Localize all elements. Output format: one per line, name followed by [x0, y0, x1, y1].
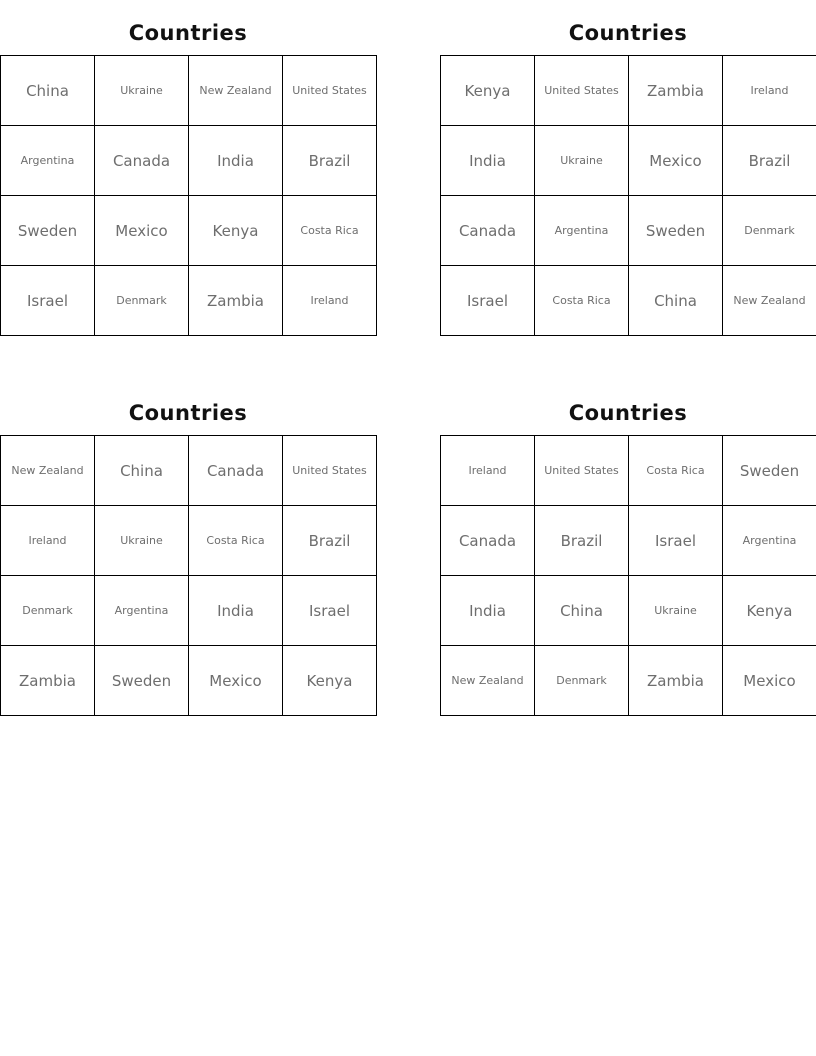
- bingo-cell: China: [629, 266, 723, 336]
- bingo-grid: [0, 55, 377, 336]
- card-title: Countries: [128, 401, 248, 425]
- bingo-cell: Brazil: [535, 506, 629, 576]
- bingo-grid: [0, 435, 377, 716]
- bingo-cell: India: [189, 576, 283, 646]
- card-title: Countries: [568, 401, 688, 425]
- bingo-cell: Sweden: [723, 436, 816, 506]
- table-row: [441, 646, 816, 716]
- table-row: [441, 126, 816, 196]
- bingo-cell: Argentina: [95, 576, 189, 646]
- bingo-cell: Sweden: [629, 196, 723, 266]
- bingo-cell: Canada: [441, 506, 535, 576]
- bingo-cell: United States: [283, 436, 377, 506]
- bingo-cell: Costa Rica: [189, 506, 283, 576]
- bingo-cell: Kenya: [441, 56, 535, 126]
- bingo-cell: Sweden: [95, 646, 189, 716]
- bingo-cell: Kenya: [723, 576, 816, 646]
- bingo-cell: India: [441, 126, 535, 196]
- bingo-cell: Sweden: [1, 196, 95, 266]
- table-row: [441, 196, 816, 266]
- bingo-cell: Ukraine: [535, 126, 629, 196]
- bingo-cell: Ireland: [283, 266, 377, 336]
- table-row: [1, 576, 377, 646]
- bingo-card-bottom-right: [440, 395, 816, 716]
- bingo-cell: Costa Rica: [629, 436, 723, 506]
- bingo-cell: Canada: [441, 196, 535, 266]
- bingo-cell: New Zealand: [441, 646, 535, 716]
- bingo-cell: Mexico: [629, 126, 723, 196]
- bingo-cell: Brazil: [283, 506, 377, 576]
- bingo-cell: Costa Rica: [283, 196, 377, 266]
- bingo-cell: Argentina: [1, 126, 95, 196]
- table-row: [441, 506, 816, 576]
- bingo-cell: India: [189, 126, 283, 196]
- bingo-grid: [440, 435, 816, 716]
- table-row: [1, 126, 377, 196]
- bingo-cell: Ukraine: [629, 576, 723, 646]
- bingo-cell: Brazil: [283, 126, 377, 196]
- bingo-cell: Kenya: [283, 646, 377, 716]
- bingo-cell: Kenya: [189, 196, 283, 266]
- table-row: [441, 266, 816, 336]
- table-row: [1, 196, 377, 266]
- bingo-cell: United States: [535, 436, 629, 506]
- bingo-cell: New Zealand: [189, 56, 283, 126]
- bingo-cell: Ireland: [723, 56, 816, 126]
- bingo-cell: Ukraine: [95, 506, 189, 576]
- bingo-cell: China: [535, 576, 629, 646]
- bingo-cell: Zambia: [629, 646, 723, 716]
- bingo-cell: Argentina: [535, 196, 629, 266]
- bingo-cell: Israel: [629, 506, 723, 576]
- bingo-cell: United States: [283, 56, 377, 126]
- table-row: [1, 646, 377, 716]
- bingo-cell: China: [1, 56, 95, 126]
- bingo-card-top-left: [0, 15, 376, 336]
- bingo-grid: [440, 55, 816, 336]
- bingo-cell: Brazil: [723, 126, 816, 196]
- bingo-cell: Argentina: [723, 506, 816, 576]
- bingo-cell: Denmark: [535, 646, 629, 716]
- bingo-cell: United States: [535, 56, 629, 126]
- bingo-cell: New Zealand: [1, 436, 95, 506]
- card-title: Countries: [568, 21, 688, 45]
- bingo-cell: Denmark: [1, 576, 95, 646]
- bingo-cell: Israel: [1, 266, 95, 336]
- bingo-cell: Denmark: [95, 266, 189, 336]
- bingo-cell: Mexico: [95, 196, 189, 266]
- bingo-cell: Israel: [283, 576, 377, 646]
- table-row: [441, 56, 816, 126]
- bingo-card-bottom-left: [0, 395, 376, 716]
- bingo-cell: Ukraine: [95, 56, 189, 126]
- bingo-cell: Zambia: [629, 56, 723, 126]
- bingo-cell: Mexico: [723, 646, 816, 716]
- table-row: [441, 576, 816, 646]
- bingo-cell: Mexico: [189, 646, 283, 716]
- card-title: Countries: [128, 21, 248, 45]
- table-row: [1, 506, 377, 576]
- bingo-cell: Costa Rica: [535, 266, 629, 336]
- bingo-cell: India: [441, 576, 535, 646]
- bingo-cell: Ireland: [441, 436, 535, 506]
- bingo-cell: Denmark: [723, 196, 816, 266]
- bingo-cell: China: [95, 436, 189, 506]
- bingo-cell: Zambia: [189, 266, 283, 336]
- bingo-cell: Canada: [95, 126, 189, 196]
- bingo-card-top-right: [440, 15, 816, 336]
- bingo-cell: Canada: [189, 436, 283, 506]
- table-row: [1, 56, 377, 126]
- table-row: [441, 436, 816, 506]
- bingo-cell: Israel: [441, 266, 535, 336]
- bingo-cell: Zambia: [1, 646, 95, 716]
- table-row: [1, 436, 377, 506]
- bingo-cell: Ireland: [1, 506, 95, 576]
- bingo-cell: New Zealand: [723, 266, 816, 336]
- table-row: [1, 266, 377, 336]
